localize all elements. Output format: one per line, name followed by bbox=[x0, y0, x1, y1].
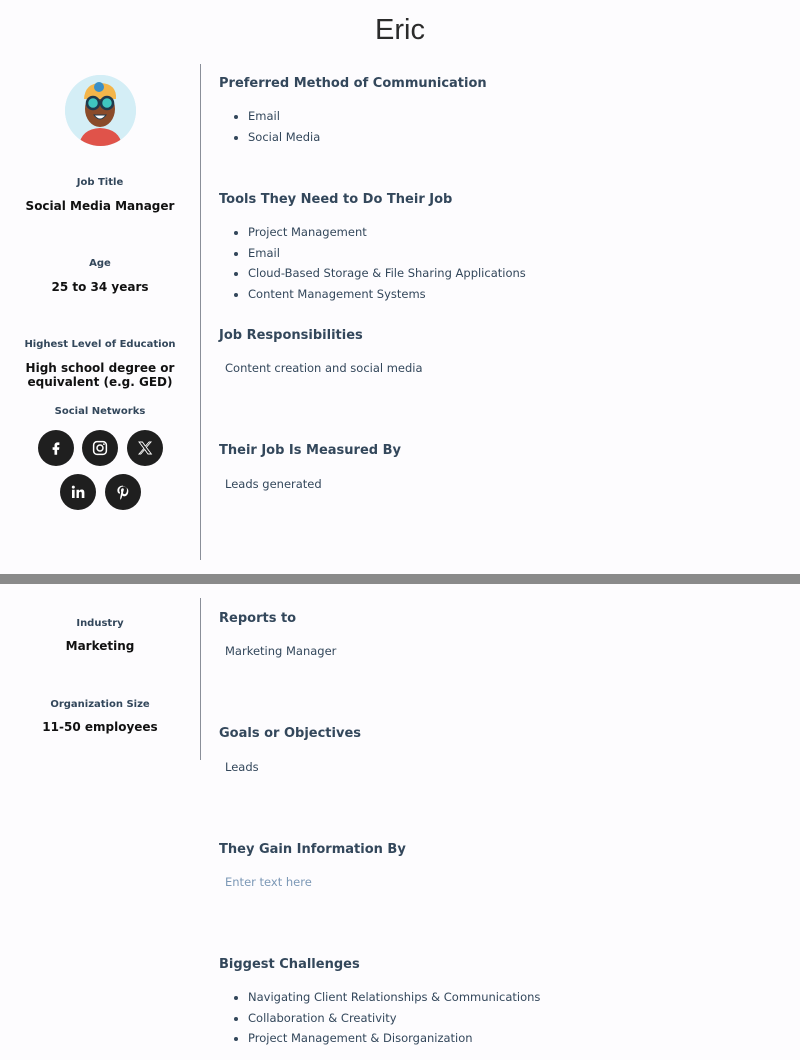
vertical-divider bbox=[200, 598, 201, 760]
social-networks-label: Social Networks bbox=[54, 406, 146, 417]
reports-text[interactable]: Marketing Manager bbox=[225, 644, 337, 658]
age-value: 25 to 34 years bbox=[51, 280, 149, 294]
list-item: Content Management Systems bbox=[230, 284, 526, 305]
avatar[interactable] bbox=[65, 75, 136, 146]
job-title-label: Job Title bbox=[76, 177, 124, 188]
communication-list bbox=[230, 106, 320, 147]
vertical-divider bbox=[200, 64, 201, 560]
information-heading: They Gain Information By bbox=[219, 842, 406, 857]
education-label: Highest Level of Education bbox=[24, 339, 176, 350]
facebook-icon bbox=[47, 439, 65, 457]
tools-heading: Tools They Need to Do Their Job bbox=[219, 192, 453, 207]
list-item: Email bbox=[230, 243, 526, 264]
section-separator bbox=[0, 574, 800, 584]
age-label: Age bbox=[89, 258, 111, 269]
list-item: Social Media bbox=[230, 127, 320, 148]
linkedin-button[interactable] bbox=[60, 474, 96, 510]
measured-heading: Their Job Is Measured By bbox=[219, 443, 401, 458]
tools-list bbox=[230, 222, 526, 304]
x-icon bbox=[136, 439, 154, 457]
linkedin-icon bbox=[69, 483, 87, 501]
list-item: Cloud-Based Storage & File Sharing Applications bbox=[230, 263, 526, 284]
instagram-button[interactable] bbox=[82, 430, 118, 466]
persona-sidebar bbox=[0, 64, 200, 560]
company-sidebar bbox=[0, 598, 200, 760]
instagram-icon bbox=[91, 439, 109, 457]
list-item: Project Management bbox=[230, 222, 526, 243]
communication-heading: Preferred Method of Communication bbox=[219, 76, 487, 91]
pinterest-button[interactable] bbox=[105, 474, 141, 510]
responsibilities-text[interactable]: Content creation and social media bbox=[225, 361, 423, 375]
list-item: Email bbox=[230, 106, 320, 127]
avatar-illustration bbox=[65, 75, 136, 146]
information-input[interactable]: Enter text here bbox=[225, 875, 312, 889]
organization-size-label: Organization Size bbox=[50, 699, 150, 710]
challenges-list bbox=[230, 987, 540, 1049]
industry-value: Marketing bbox=[65, 639, 135, 653]
goals-heading: Goals or Objectives bbox=[219, 726, 361, 741]
pinterest-icon bbox=[114, 483, 132, 501]
goals-text[interactable]: Leads bbox=[225, 760, 259, 774]
job-title-value: Social Media Manager bbox=[25, 199, 175, 213]
responsibilities-heading: Job Responsibilities bbox=[219, 328, 363, 343]
page-title: Eric bbox=[375, 14, 425, 46]
measured-text[interactable]: Leads generated bbox=[225, 477, 322, 491]
organization-size-value: 11-50 employees bbox=[42, 720, 158, 734]
reports-heading: Reports to bbox=[219, 611, 297, 626]
education-value: High school degree or equivalent (e.g. GED) bbox=[25, 361, 175, 389]
facebook-button[interactable] bbox=[38, 430, 74, 466]
challenges-heading: Biggest Challenges bbox=[219, 957, 360, 972]
list-item: Project Management & Disorganization bbox=[230, 1028, 540, 1049]
list-item: Collaboration & Creativity bbox=[230, 1008, 540, 1029]
list-item: Navigating Client Relationships & Communications bbox=[230, 987, 540, 1008]
x-button[interactable] bbox=[127, 430, 163, 466]
industry-label: Industry bbox=[76, 618, 124, 629]
